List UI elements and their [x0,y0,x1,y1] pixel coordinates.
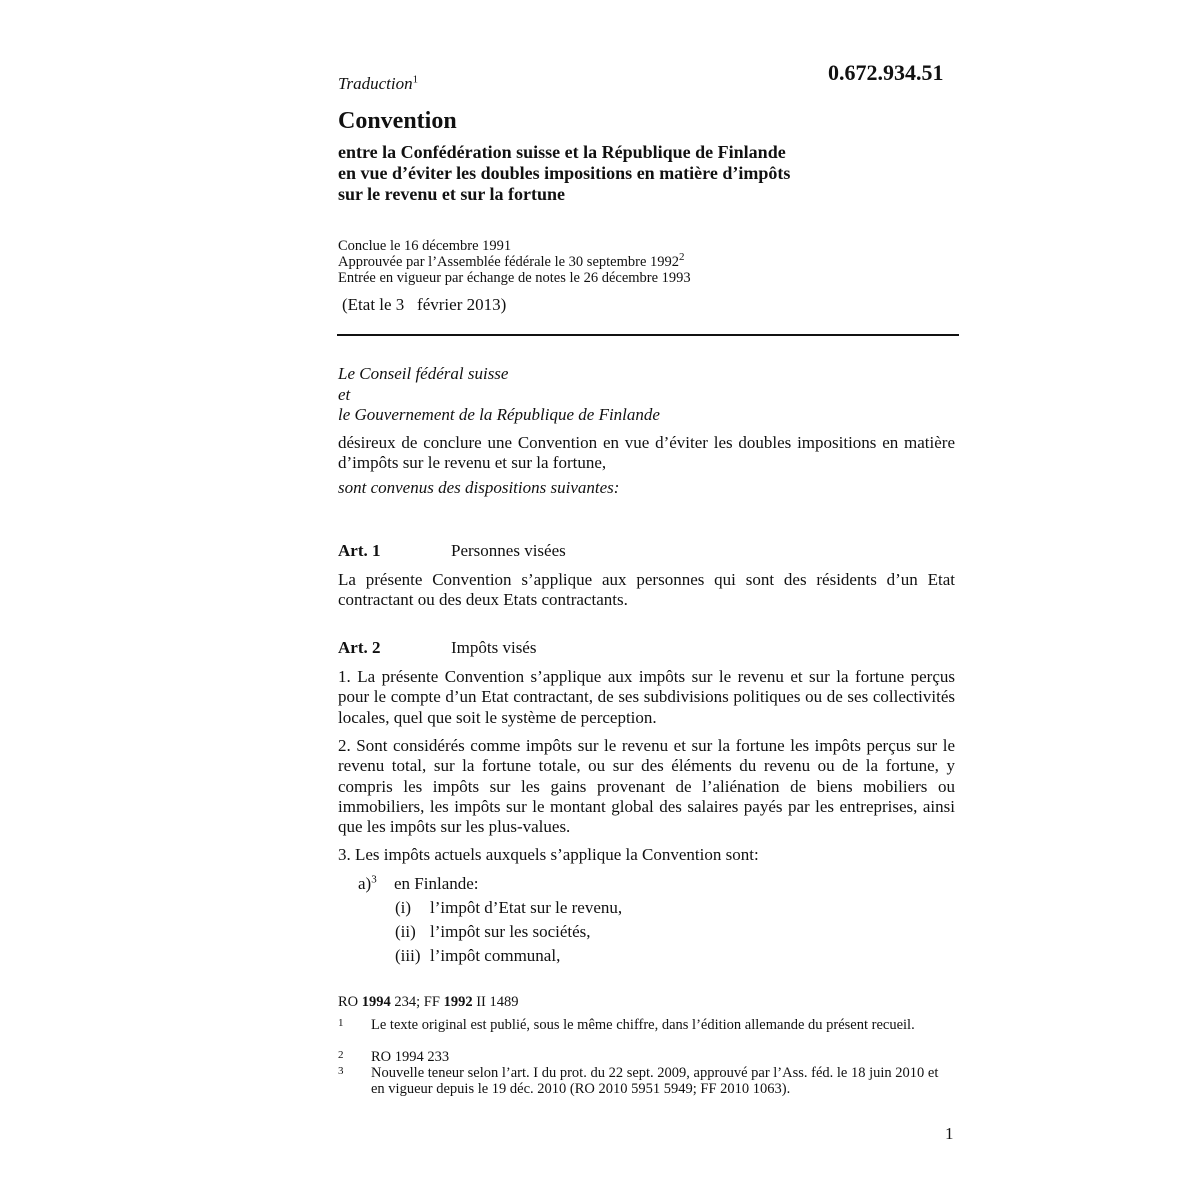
translation-text: Traduction [338,74,413,93]
page-subtitle [338,142,878,205]
article-title: Impôts visés [451,638,537,657]
conjunction: et [338,384,351,404]
footnote-marker-2: 2 [679,251,685,264]
footnote-text: RO 1994 233 [371,1049,450,1065]
status-date: (Etat le 3 février 2013) [342,295,507,314]
subitem-text: l’impôt d’Etat sur le revenu, [430,898,623,917]
subtitle-line: sur le revenu et sur la fortune [338,184,565,204]
subitem-text: l’impôt sur les sociétés, [430,922,591,941]
entry-date: Entrée en vigueur par échange de notes le 26 décembre 1993 [338,270,691,286]
article-number: Art. 1 [338,541,381,560]
footnote [338,1065,955,1097]
publication-reference [338,994,519,1011]
list-text: en Finlande: [394,874,479,893]
dates-block [338,238,691,286]
ref-ro: RO [338,994,362,1010]
subitem-label: (iii) [395,946,421,965]
footnote [338,1049,955,1065]
article-number: Art. 2 [338,638,381,657]
header-divider [337,334,959,336]
approved-text: Approuvée par l’Assemblée fédérale le 30 septembre 1992 [338,254,680,270]
footnote-text: Nouvelle teneur selon l’art. I du prot. du 22 sept. 2009, approuvé par l’Ass. féd. le 18 juin 2010 et en vigueur depuis le 19 déc. 2010 (RO 2010 5951 5949; FF 2010 1063). [371,1065,939,1097]
ref-ro-page: 234; FF [390,994,444,1010]
page-number: 1 [945,1124,954,1143]
concluded-date: Conclue le 16 décembre 1991 [338,238,512,254]
subitem-text: l’impôt communal, [430,946,561,965]
article-2-paragraph-2: 2. Sont considérés comme impôts sur le revenu et sur la fortune les impôts perçus sur le revenu total, sur la fortune totale, ou sur des éléments du revenu ou de la fortune, y compris les impôts sur les gains provenant de l’aliénation de biens mobiliers ou immobiliers, les impôts sur le montant global des salaires payés par les entreprises, ainsi que les impôts sur les plus-values. [338,736,955,837]
subitem-label: (i) [395,898,412,917]
preamble [338,364,955,498]
approved-date [338,251,691,270]
footnote-number: 2 [338,1049,344,1061]
list-label: a) [358,874,372,893]
party-swiss: Le Conseil fédéral suisse [338,364,509,383]
article-2-heading [338,638,536,658]
list-item-a [358,873,479,894]
ref-ff-year: 1992 [443,994,473,1010]
footnote-number: 3 [338,1065,344,1077]
footnote-number: 1 [338,1017,344,1029]
preamble-agreed: sont convenus des dispositions suivantes: [338,477,620,497]
ref-ff-rest: II 1489 [472,994,519,1010]
preamble-desire: désireux de conclure une Convention en vue d’éviter les doubles impositions en matière d’impôts sur le revenu et sur la fortune, [338,432,955,472]
article-1-heading [338,541,566,561]
list-subitem [395,898,623,918]
footnote-marker-1: 1 [412,73,419,86]
footnote [338,1017,955,1033]
article-2-paragraph-1: 1. La présente Convention s’applique aux impôts sur le revenu et sur la fortune perçus pour le compte d’un Etat contractant, de ses subdivisions politiques ou de ses collectivités locales, quel que soit le système de perception. [338,667,955,727]
party-finland: le Gouvernement de la République de Finlande [338,405,660,424]
footnote-marker-3: 3 [371,873,377,886]
subtitle-line: en vue d’éviter les doubles impositions en matière d’impôts [338,163,791,183]
article-1-paragraph: La présente Convention s’applique aux personnes qui sont des résidents d’un Etat contractant ou des deux Etats contractants. [338,570,955,610]
subitem-label: (ii) [395,922,416,941]
subtitle-line: entre la Confédération suisse et la République de Finlande [338,142,786,162]
list-subitem [395,922,591,942]
document-number: 0.672.934.51 [828,60,944,85]
page-title: Convention [338,108,457,134]
translation-label [338,74,418,94]
footnote-text: Le texte original est publié, sous le même chiffre, dans l’édition allemande du présent recueil. [371,1017,915,1033]
article-2-paragraph-3: 3. Les impôts actuels auxquels s’applique la Convention sont: [338,845,759,864]
article-title: Personnes visées [451,541,566,560]
list-subitem [395,946,561,966]
ref-ro-year: 1994 [361,994,391,1010]
